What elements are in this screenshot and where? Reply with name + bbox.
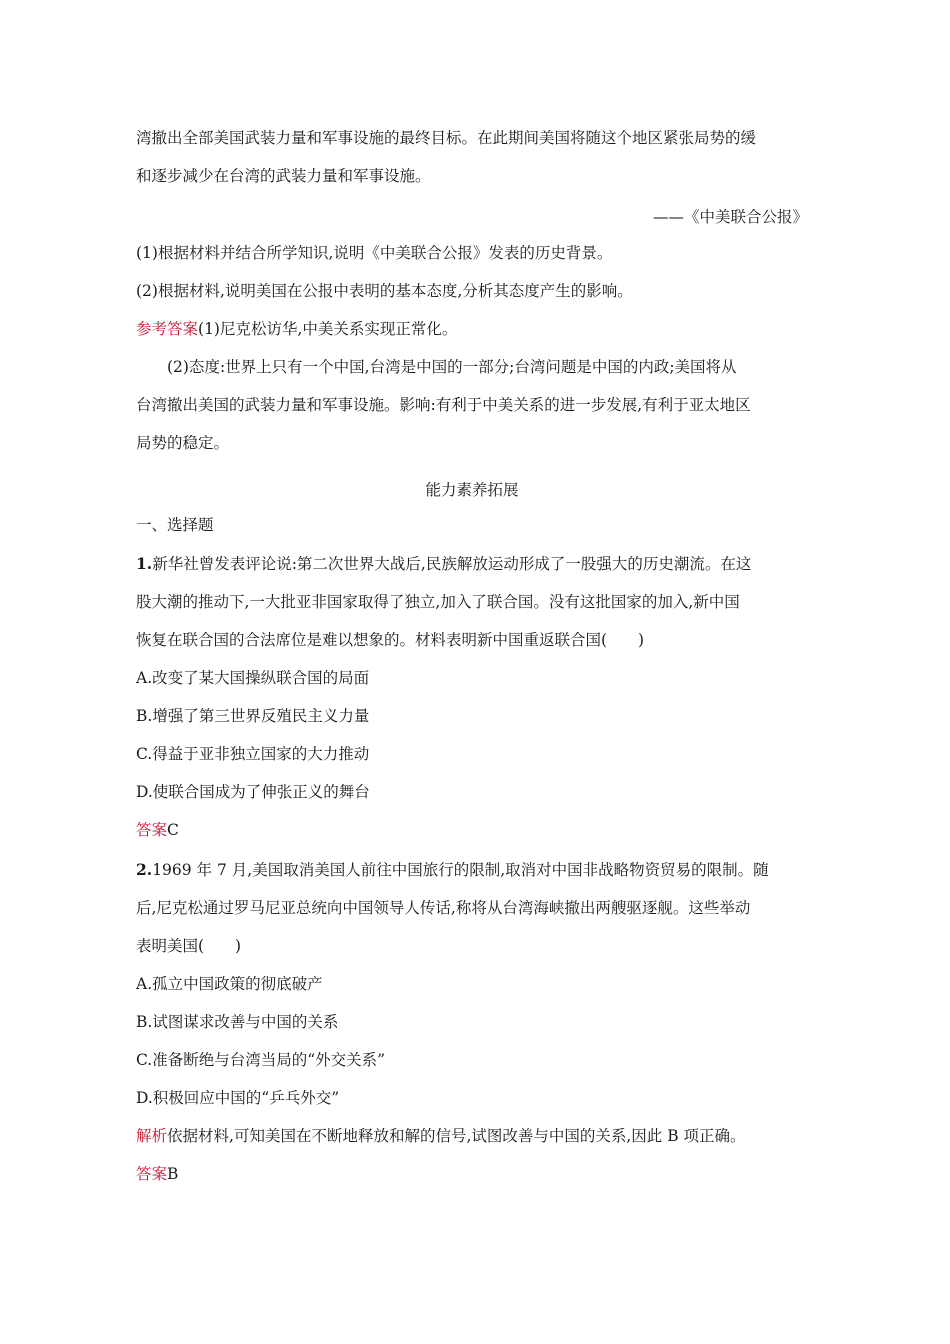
option-a: A.孤立中国政策的彻底破产: [136, 975, 323, 993]
answer-line: (2)态度:世界上只有一个中国,台湾是中国的一部分;台湾问题是中国的内政;美国将从: [167, 358, 737, 376]
reference-answer-1: [136, 319, 457, 340]
question-stem-text: 新华社曾发表评论说:第二次世界大战后,民族解放运动形成了一股强大的历史潮流。在这: [152, 555, 752, 573]
question-number: 2.: [136, 860, 153, 879]
answer-line: [136, 1164, 808, 1185]
option-b: B.增强了第三世界反殖民主义力量: [136, 707, 370, 725]
question-stem-line: [136, 553, 808, 575]
option-a: A.改变了某大国操纵联合国的局面: [136, 669, 370, 687]
material-line: 和逐步减少在台湾的武装力量和军事设施。: [136, 167, 431, 185]
material-source: ——《中美联合公报》: [652, 208, 808, 226]
question-stem-line: 后,尼克松通过罗马尼亚总统向中国领导人传话,称将从台湾海峡撤出两艘驱逐舰。这些举动: [136, 899, 751, 917]
reference-answer-text: (1)尼克松访华,中美关系实现正常化。: [198, 320, 458, 338]
reference-answer-label: 参考答案: [136, 320, 199, 338]
analysis-line: [136, 1126, 808, 1147]
question-2: (2)根据材料,说明美国在公报中表明的基本态度,分析其态度产生的影响。: [136, 282, 633, 300]
analysis-label: 解析: [136, 1127, 168, 1145]
option-d: D.积极回应中国的“乒乓外交”: [136, 1089, 340, 1107]
option-c: C.准备断绝与台湾当局的“外交关系”: [136, 1051, 386, 1069]
answer-line: 局势的稳定。: [136, 434, 230, 452]
question-item-1: [136, 553, 808, 841]
answer-line: [136, 820, 808, 841]
question-number: 1.: [136, 554, 153, 573]
analysis-text: 依据材料,可知美国在不断地释放和解的信号,试图改善与中国的关系,因此 B 项正确。: [167, 1127, 746, 1145]
question-stem-line: 恢复在联合国的合法席位是难以想象的。材料表明新中国重返联合国( ): [136, 631, 645, 649]
question-1: (1)根据材料并结合所学知识,说明《中美联合公报》发表的历史背景。: [136, 244, 613, 262]
material-line: 湾撤出全部美国武装力量和军事设施的最终目标。在此期间美国将随这个地区紧张局势的缓: [136, 129, 757, 147]
question-item-2: [136, 859, 808, 1185]
question-stem-line: 表明美国( ): [136, 937, 242, 955]
section-subtitle: 一、选择题: [136, 516, 214, 534]
question-stem-text: 1969 年 7 月,美国取消美国人前往中国旅行的限制,取消对中国非战略物资贸易的限制。随: [152, 861, 769, 879]
section-title: 能力素养拓展: [425, 481, 519, 499]
question-stem-line: 股大潮的推动下,一大批亚非国家取得了独立,加入了联合国。没有这批国家的加入,新中国: [136, 593, 740, 611]
answer-label: 答案: [136, 821, 168, 839]
option-c: C.得益于亚非独立国家的大力推动: [136, 745, 370, 763]
answer-label: 答案: [136, 1165, 168, 1183]
reference-answer-2: [136, 357, 808, 454]
answer-value: B: [167, 1165, 179, 1183]
option-b: B.试图谋求改善与中国的关系: [136, 1013, 339, 1031]
question-stem-line: [136, 859, 808, 881]
answer-line: 台湾撤出美国的武装力量和军事设施。影响:有利于中美关系的进一步发展,有利于亚太地区: [136, 396, 751, 414]
material-text: [136, 128, 808, 187]
option-d: D.使联合国成为了伸张正义的舞台: [136, 783, 370, 801]
answer-value: C: [167, 821, 179, 839]
